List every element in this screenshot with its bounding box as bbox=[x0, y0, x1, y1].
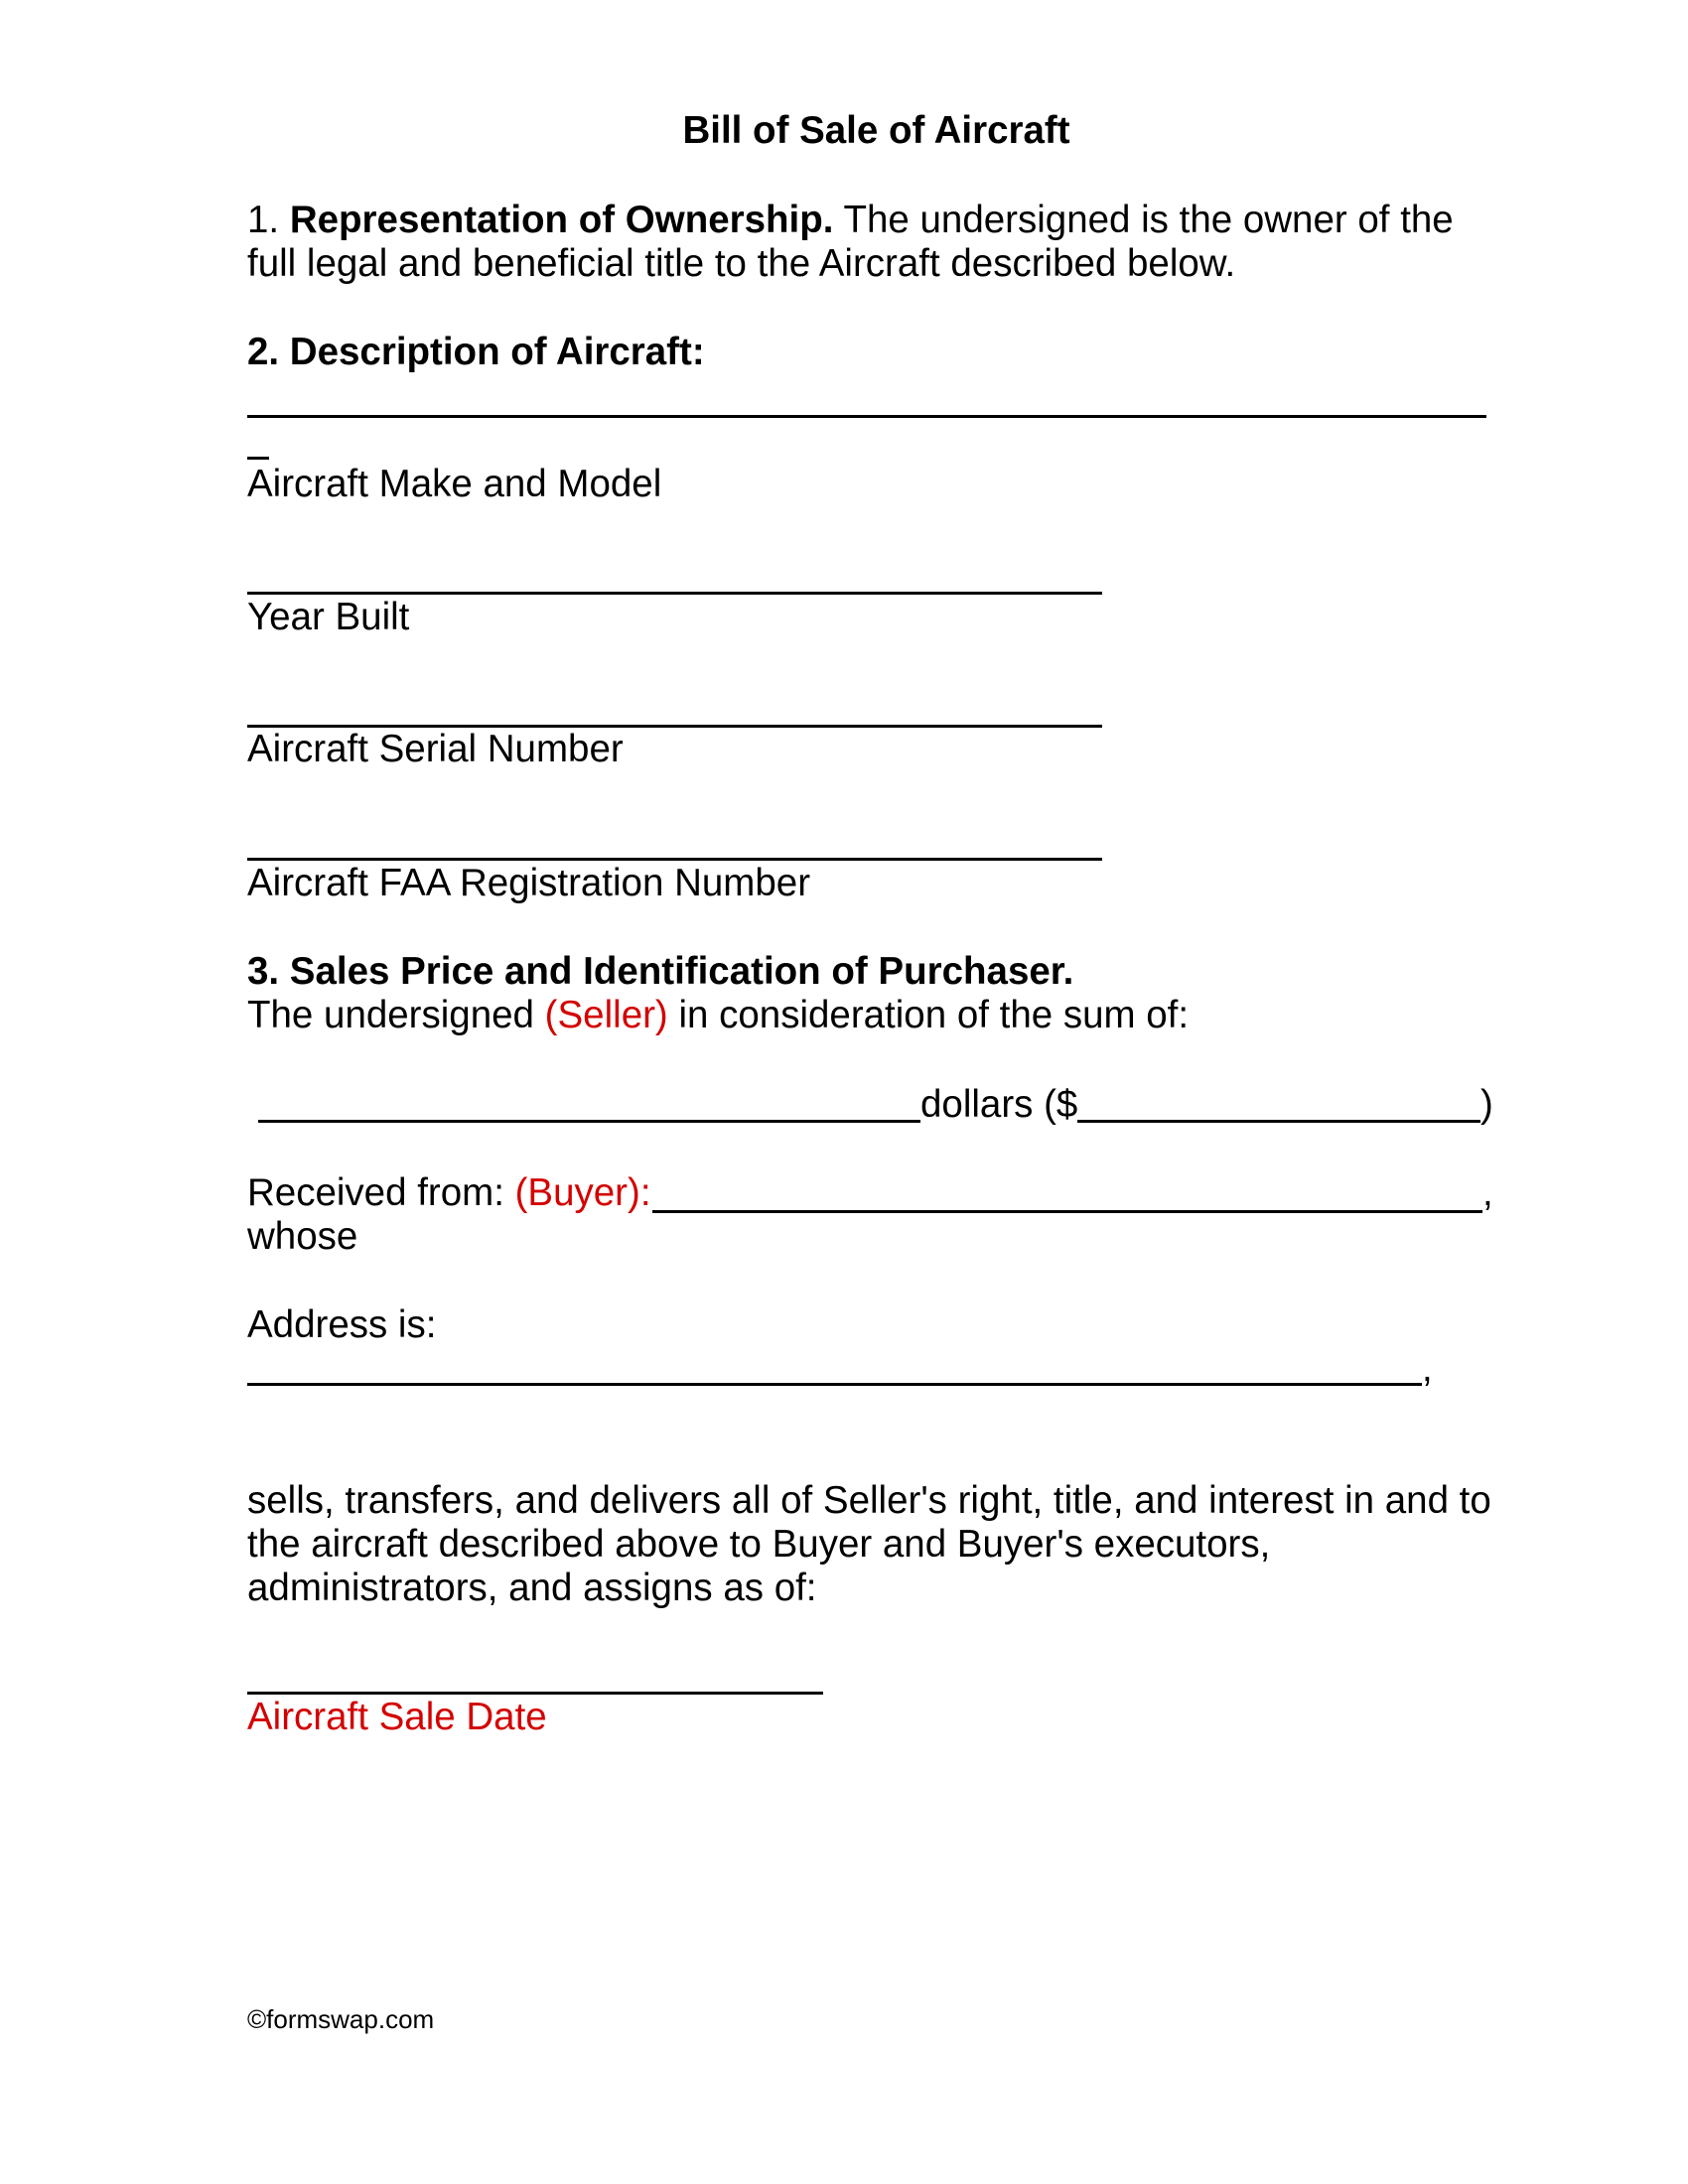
address-label: Address is: bbox=[247, 1303, 437, 1346]
buyer-tag: (Buyer): bbox=[514, 1171, 651, 1214]
document-title: Bill of Sale of Aircraft bbox=[682, 109, 1070, 152]
section-1-line-2: full legal and beneficial title to the Aircraft described below. bbox=[247, 242, 1236, 285]
faa-registration-label: Aircraft FAA Registration Number bbox=[247, 862, 811, 904]
section-1-line-1 bbox=[247, 199, 1454, 242]
consideration-prefix: The undersigned bbox=[247, 994, 534, 1036]
consideration-suffix: in consideration of the sum of: bbox=[678, 994, 1190, 1036]
transfer-line-2: the aircraft described above to Buyer and Buyer's executors, bbox=[247, 1523, 1271, 1566]
sale-date-label: Aircraft Sale Date bbox=[247, 1696, 547, 1738]
faa-registration-blank[interactable] bbox=[247, 858, 1102, 861]
serial-number-label: Aircraft Serial Number bbox=[247, 728, 624, 770]
address-blank[interactable] bbox=[247, 1383, 1422, 1386]
consideration-line bbox=[247, 994, 1189, 1037]
received-from-label: Received from: bbox=[247, 1171, 504, 1214]
section-1-number: 1. bbox=[247, 199, 280, 241]
amount-words-blank[interactable] bbox=[258, 1120, 920, 1123]
dollars-close: ) bbox=[1480, 1083, 1493, 1126]
buyer-comma: , bbox=[1482, 1171, 1493, 1214]
year-built-blank[interactable] bbox=[247, 592, 1102, 595]
whose-label: whose bbox=[247, 1215, 358, 1258]
year-built-label: Year Built bbox=[247, 596, 410, 638]
transfer-line-3: administrators, and assigns as of: bbox=[247, 1567, 817, 1609]
footer-copyright: ©formswap.com bbox=[247, 2004, 435, 2034]
seller-tag: (Seller) bbox=[544, 994, 668, 1036]
amount-number-blank[interactable] bbox=[1077, 1120, 1480, 1123]
sale-date-blank[interactable] bbox=[247, 1692, 823, 1695]
section-1-heading: Representation of Ownership. bbox=[289, 199, 834, 241]
section-2-heading: 2. Description of Aircraft: bbox=[247, 331, 705, 373]
transfer-line-1: sells, transfers, and delivers all of Seller's right, title, and interest in and to bbox=[247, 1479, 1491, 1522]
dollars-text: dollars ($ bbox=[920, 1083, 1078, 1126]
buyer-name-blank[interactable] bbox=[652, 1210, 1482, 1213]
section-1-text-1: The undersigned is the owner of the bbox=[843, 199, 1454, 241]
received-from-line bbox=[247, 1171, 651, 1215]
address-comma: , bbox=[1422, 1347, 1433, 1390]
make-model-blank-overflow bbox=[247, 457, 269, 460]
section-3-heading: 3. Sales Price and Identification of Purchaser. bbox=[247, 950, 1074, 993]
make-model-blank[interactable] bbox=[247, 415, 1486, 418]
make-model-label: Aircraft Make and Model bbox=[247, 463, 662, 505]
